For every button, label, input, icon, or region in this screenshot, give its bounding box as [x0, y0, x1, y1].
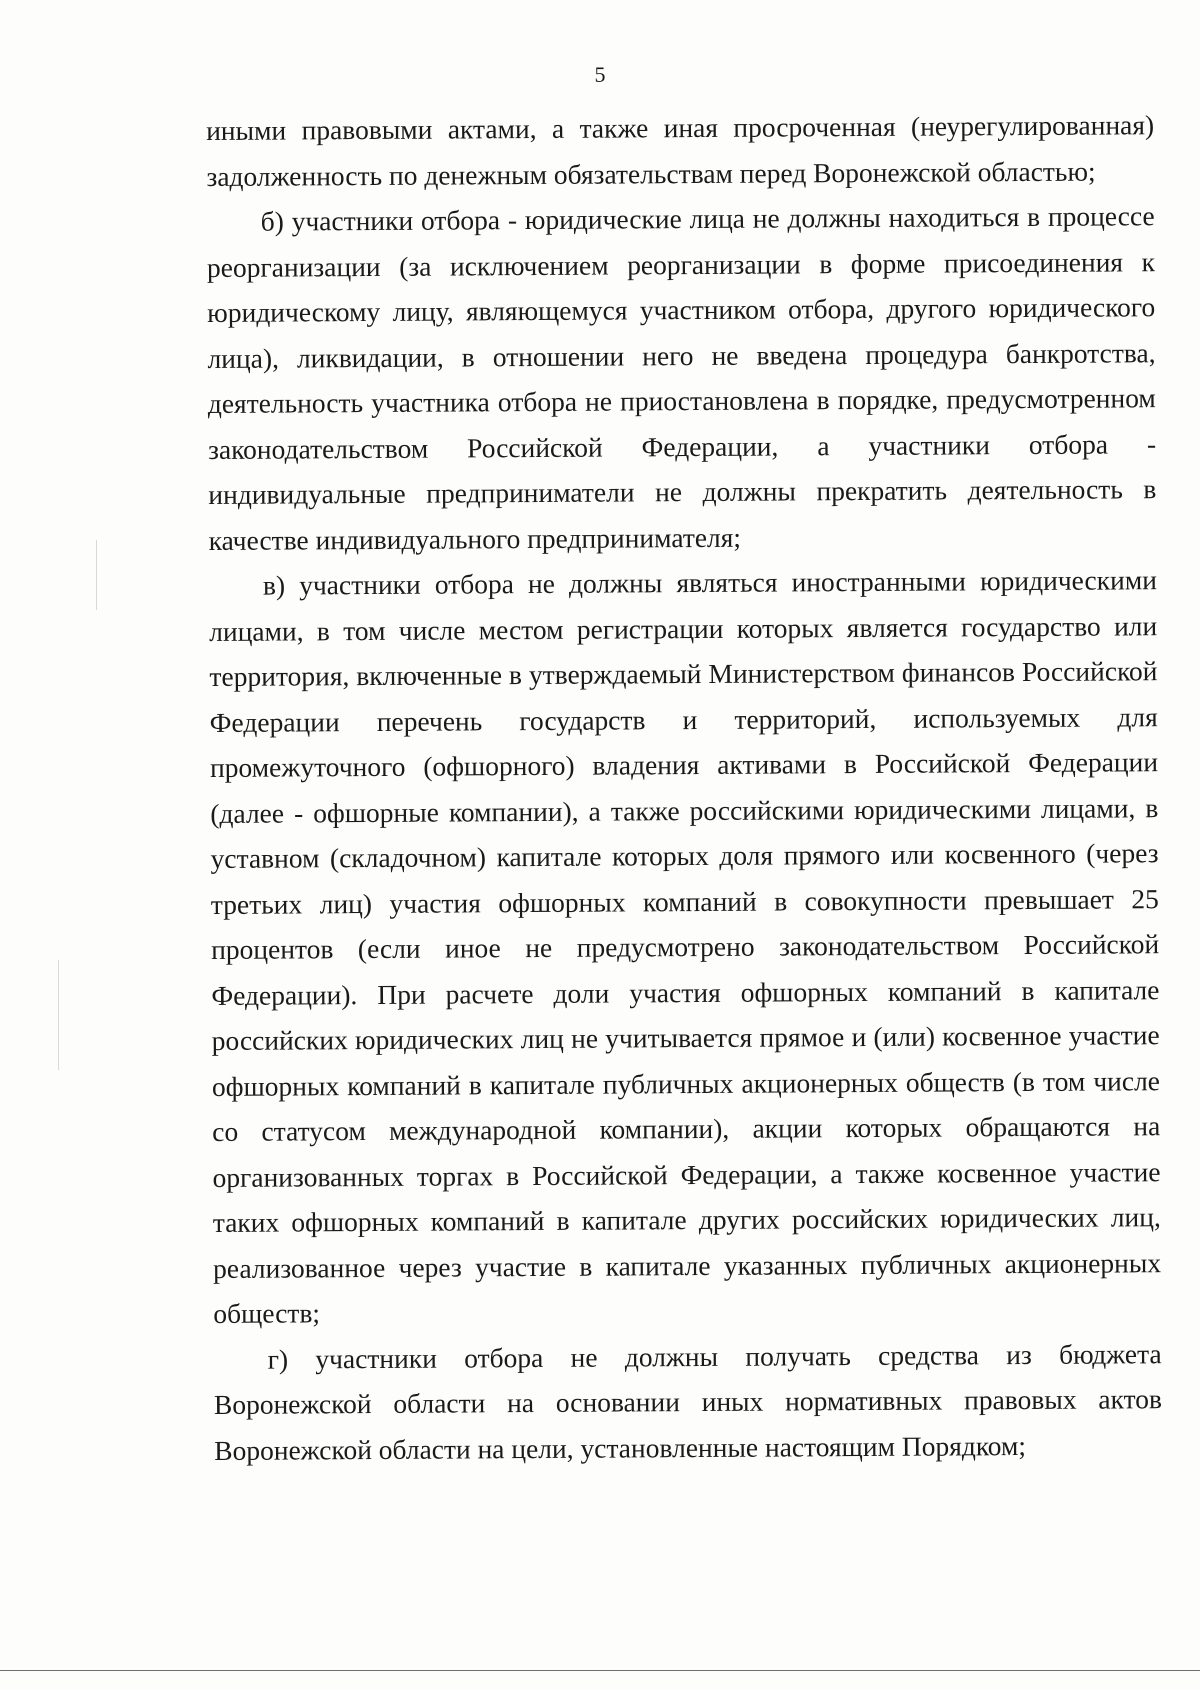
page-number: 5 — [594, 62, 606, 87]
paragraph-v: в) участники отбора не должны являться иностранными юридическими лицами, в том числе местом регистрации которых является государство или территория, включенные в утверждаемый Министерством финансов Российской Федерации перечень государств и территорий, используемых для промежуточного (офшорного) владения активами в Российской Федерации (далее - офшорные компании), а также российскими юридическими лицами, в уставном (складочном) капитале которых доля прямого или косвенного (через третьих лиц) участия офшорных компаний в совокупности превышает 25 процентов (если иное не предусмотрено законодательством Российской Федерации). При расчете доли участия офшорных компаний в капитале российских юридических лиц не учитывается прямое и (или) косвенное участие офшорных компаний в капитале публичных акционерных обществ (в том числе со статусом международной компании), акции которых обращаются на организованных торгах в Российской Федерации, а также косвенное участие таких офшорных компаний в капитале других российских юридических лиц, реализованное через участие в капитале указанных публичных акционерных обществ; — [209, 564, 1162, 1329]
scan-artifact — [96, 540, 97, 610]
paragraph-g: г) участники отбора не должны получать средства из бюджета Воронежской области на основании иных нормативных правовых актов Воронежской области на цели, установленные настоящим Порядком; — [213, 1337, 1162, 1466]
scan-artifact — [58, 960, 59, 1070]
document-body — [206, 102, 1162, 1473]
paragraph-continuation: иными правовыми актами, а также иная просроченная (неурегулированная) задолженность по денежным обязательствам перед Воронежской областью; — [206, 109, 1155, 192]
paragraph-b: б) участники отбора - юридические лица не должны находиться в процессе реорганизации (за исключением реорганизации в форме присоединения к юридическому лицу, являющемуся участником отбора, другого юридического лица), ликвидации, в отношении него не введена процедура банкротства, деятельность участника отбора не приостановлена в порядке, предусмотренном законодательством Российской Федерации, а участники отбора - индивидуальные предприниматели не должны прекратить деятельность в качестве индивидуального предпринимателя; — [206, 200, 1157, 556]
bottom-rule — [0, 1670, 1200, 1671]
